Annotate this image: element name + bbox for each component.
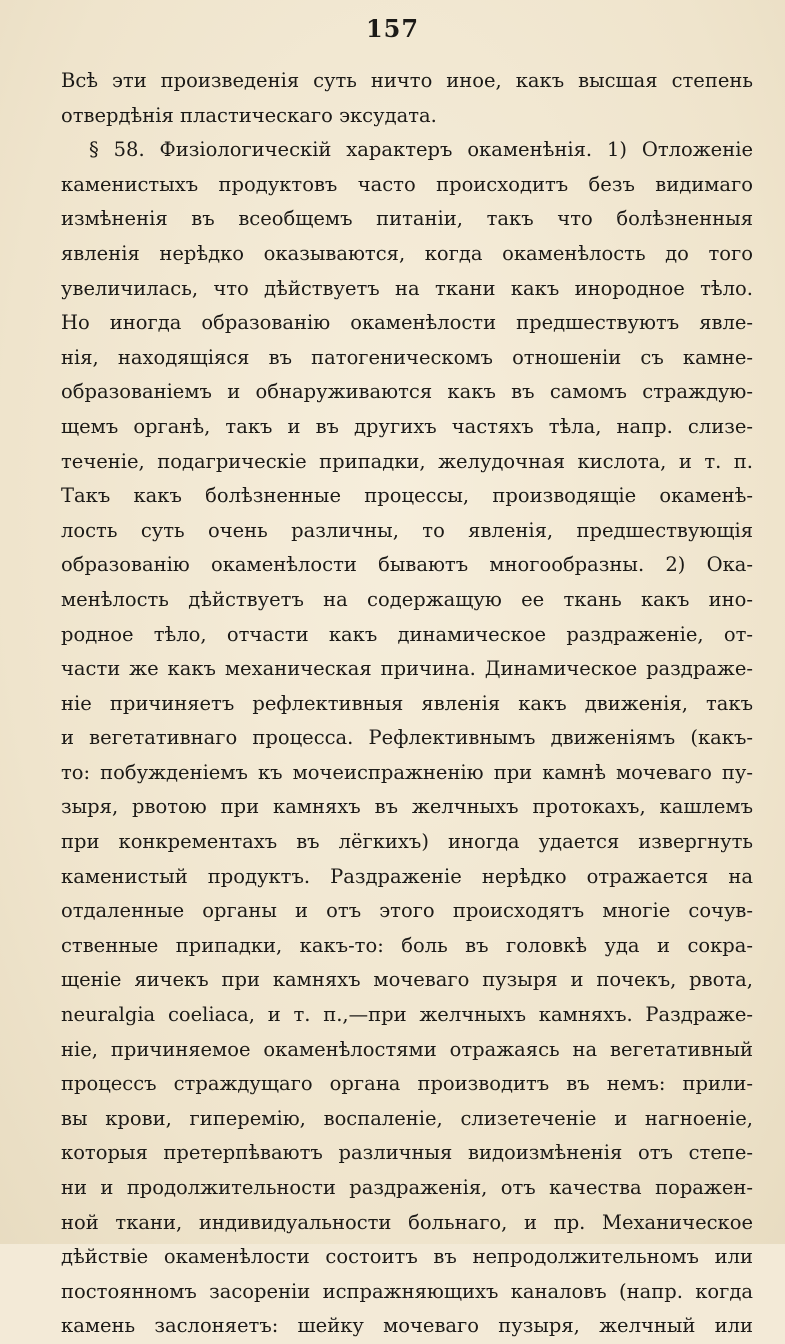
text-line: отдаленные органы и отъ этого происходятъ многіе сочув-: [61, 899, 753, 923]
text-line: увеличилась, что дѣйствуетъ на ткани какъ инородное тѣло.: [61, 276, 753, 300]
text-line: процессъ страждущаго органа производитъ въ немъ: прили-: [61, 1072, 753, 1096]
text-line: и вегетативнаго процесса. Рефлективнымъ движеніямъ (какъ-: [61, 726, 753, 750]
text-line: ственные припадки, какъ-то: боль въ головкѣ уда и сокра-: [61, 933, 753, 957]
text-line: Но иногда образованію окаменѣлости предшествуютъ явле-: [61, 311, 753, 335]
text-line: отвердѣнія пластическаго эксудата.: [61, 103, 437, 127]
text-line: теченіе, подагрическіе припадки, желудочная кислота, и т. п.: [61, 449, 753, 473]
text-line: Такъ какъ болѣзненные процессы, производящіе окаменѣ-: [61, 484, 753, 508]
text-line: при конкрементахъ въ лёгкихъ) иногда удается извергнуть: [61, 830, 753, 854]
text-line: зыря, рвотою при камняхъ въ желчныхъ протокахъ, кашлемъ: [61, 795, 753, 819]
text-line: которыя претерпѣваютъ различныя видоизмѣненія отъ степе-: [61, 1141, 753, 1165]
text-line: щемъ органѣ, такъ и въ другихъ частяхъ тѣла, напр. слизе-: [61, 414, 753, 438]
text-line: neuralgia coeliaca, и т. п.,—при желчныхъ камняхъ. Раздраже-: [61, 1003, 753, 1027]
text-line: измѣненія въ всеобщемъ питаніи, такъ что болѣзненныя: [61, 207, 753, 231]
text-line: камень заслоняетъ: шейку мочеваго пузыря, желчный или: [61, 1314, 753, 1338]
text-line: ніе причиняетъ рефлективныя явленія какъ движенія, такъ: [61, 691, 753, 715]
text-line: образованіемъ и обнаруживаются какъ въ самомъ страждую-: [61, 380, 753, 404]
text-line: постоянномъ засореніи испражняющихъ каналовъ (напр. когда: [61, 1279, 753, 1303]
text-line: части же какъ механическая причина. Динамическое раздраже-: [61, 657, 753, 681]
text-line: каменистыхъ продуктовъ часто происходитъ безъ видимаго: [61, 172, 753, 196]
text-line: то: побужденіемъ къ мочеиспражненію при камнѣ мочеваго пу-: [61, 760, 753, 784]
page-number: 157: [365, 14, 420, 43]
text-line: ной ткани, индивидуальности больнаго, и пр. Механическое: [61, 1210, 753, 1234]
text-line: нія, находящіяся въ патогеническомъ отношеніи съ камне-: [61, 345, 753, 369]
text-line: ніе, причиняемое окаменѣлостями отражаясь на вегетативный: [61, 1037, 753, 1061]
text-line: каменистый продуктъ. Раздраженіе нерѣдко отражается на: [61, 864, 753, 888]
text-line: щеніе яичекъ при камняхъ мочеваго пузыря и почекъ, рвота,: [61, 968, 753, 992]
text-line: вы крови, гиперемію, воспаленіе, слизетеченіе и нагноеніе,: [61, 1106, 753, 1130]
text-line: дѣйствіе окаменѣлости состоитъ въ непродолжительномъ или: [61, 1245, 753, 1269]
text-line: явленія нерѣдко оказываются, когда окаменѣлость до того: [61, 241, 753, 265]
text-line: менѣлость дѣйствуетъ на содержащую ее ткань какъ ино-: [61, 587, 753, 611]
text-line: лость суть очень различны, то явленія, предшествующія: [61, 518, 753, 542]
text-line: образованію окаменѣлости бываютъ многообразны. 2) Ока-: [61, 553, 753, 577]
text-line: ни и продолжительности раздраженія, отъ качества поражен-: [61, 1176, 753, 1199]
text-line: родное тѣло, отчасти какъ динамическое раздраженіе, от-: [61, 622, 753, 646]
section-heading-line: § 58. Физіологическій характеръ окаменѣнія. 1) Отложеніе: [89, 138, 753, 162]
text-line: Всѣ эти произведенія суть ничто иное, какъ высшая степень: [61, 69, 753, 92]
body-text: [61, 64, 753, 1344]
